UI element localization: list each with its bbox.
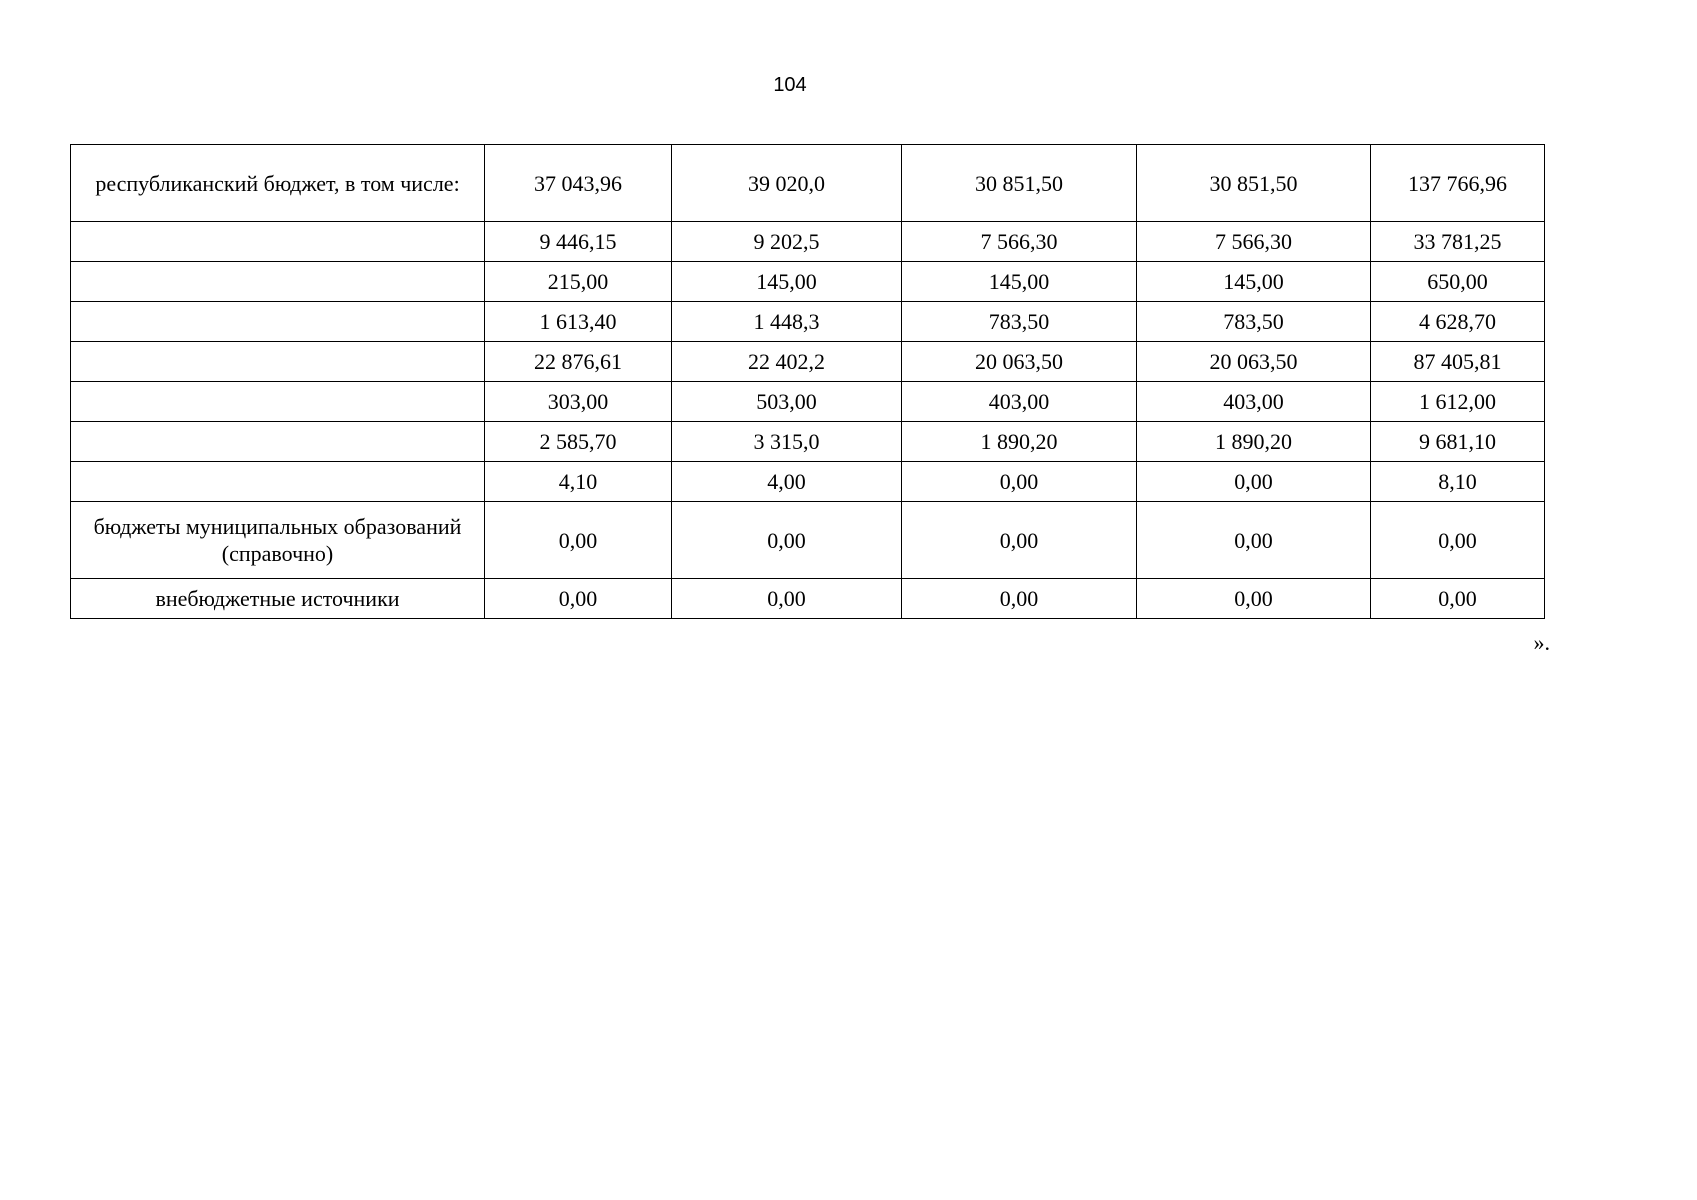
table-cell: 0,00 <box>902 502 1137 579</box>
row-label <box>71 342 485 382</box>
table-cell: 87 405,81 <box>1371 342 1545 382</box>
row-label: бюджеты муниципальных образований (справочно) <box>71 502 485 579</box>
table-cell: 145,00 <box>672 262 902 302</box>
table-cell: 30 851,50 <box>1137 145 1371 222</box>
table-row <box>71 342 1545 382</box>
table-cell: 1 890,20 <box>902 422 1137 462</box>
table-cell: 0,00 <box>1371 579 1545 619</box>
table-cell: 1 612,00 <box>1371 382 1545 422</box>
table-cell: 33 781,25 <box>1371 222 1545 262</box>
table-cell: 0,00 <box>672 579 902 619</box>
table-cell: 22 876,61 <box>485 342 672 382</box>
row-label <box>71 382 485 422</box>
table-cell: 0,00 <box>1137 462 1371 502</box>
row-label <box>71 302 485 342</box>
table-cell: 37 043,96 <box>485 145 672 222</box>
table-row <box>71 222 1545 262</box>
table-cell: 0,00 <box>1137 579 1371 619</box>
row-label <box>71 462 485 502</box>
row-label: республиканский бюджет, в том числе: <box>71 145 485 222</box>
table-cell: 22 402,2 <box>672 342 902 382</box>
table-cell: 0,00 <box>1371 502 1545 579</box>
table-cell: 9 446,15 <box>485 222 672 262</box>
table-cell: 215,00 <box>485 262 672 302</box>
row-label <box>71 422 485 462</box>
table-cell: 0,00 <box>485 579 672 619</box>
table-cell: 2 585,70 <box>485 422 672 462</box>
table-cell: 0,00 <box>672 502 902 579</box>
table-cell: 39 020,0 <box>672 145 902 222</box>
table-cell: 4 628,70 <box>1371 302 1545 342</box>
table-cell: 783,50 <box>902 302 1137 342</box>
row-label <box>71 262 485 302</box>
table-cell: 8,10 <box>1371 462 1545 502</box>
table-row <box>71 422 1545 462</box>
table-cell: 20 063,50 <box>902 342 1137 382</box>
row-label: внебюджетные источники <box>71 579 485 619</box>
table-cell: 403,00 <box>1137 382 1371 422</box>
table-cell: 4,10 <box>485 462 672 502</box>
table-cell: 145,00 <box>902 262 1137 302</box>
table-row <box>71 302 1545 342</box>
row-label <box>71 222 485 262</box>
table-cell: 0,00 <box>902 579 1137 619</box>
table-cell: 7 566,30 <box>902 222 1137 262</box>
table-cell: 7 566,30 <box>1137 222 1371 262</box>
table-row <box>71 382 1545 422</box>
table-cell: 0,00 <box>485 502 672 579</box>
closing-quote-mark: ». <box>1533 630 1550 655</box>
table-cell: 1 613,40 <box>485 302 672 342</box>
table-cell: 1 890,20 <box>1137 422 1371 462</box>
table-cell: 4,00 <box>672 462 902 502</box>
table-row <box>71 502 1545 579</box>
page-number: 104 <box>773 74 807 96</box>
table-row <box>71 262 1545 302</box>
table-cell: 3 315,0 <box>672 422 902 462</box>
budget-table <box>70 144 1545 619</box>
table-cell: 650,00 <box>1371 262 1545 302</box>
table-row <box>71 579 1545 619</box>
table-cell: 9 681,10 <box>1371 422 1545 462</box>
table-cell: 30 851,50 <box>902 145 1137 222</box>
table-row <box>71 145 1545 222</box>
table-row <box>71 462 1545 502</box>
table-cell: 145,00 <box>1137 262 1371 302</box>
table-cell: 137 766,96 <box>1371 145 1545 222</box>
table-cell: 0,00 <box>902 462 1137 502</box>
table-cell: 0,00 <box>1137 502 1371 579</box>
table-cell: 503,00 <box>672 382 902 422</box>
table-cell: 403,00 <box>902 382 1137 422</box>
table-cell: 303,00 <box>485 382 672 422</box>
table-cell: 20 063,50 <box>1137 342 1371 382</box>
table-cell: 1 448,3 <box>672 302 902 342</box>
table-cell: 783,50 <box>1137 302 1371 342</box>
table-cell: 9 202,5 <box>672 222 902 262</box>
